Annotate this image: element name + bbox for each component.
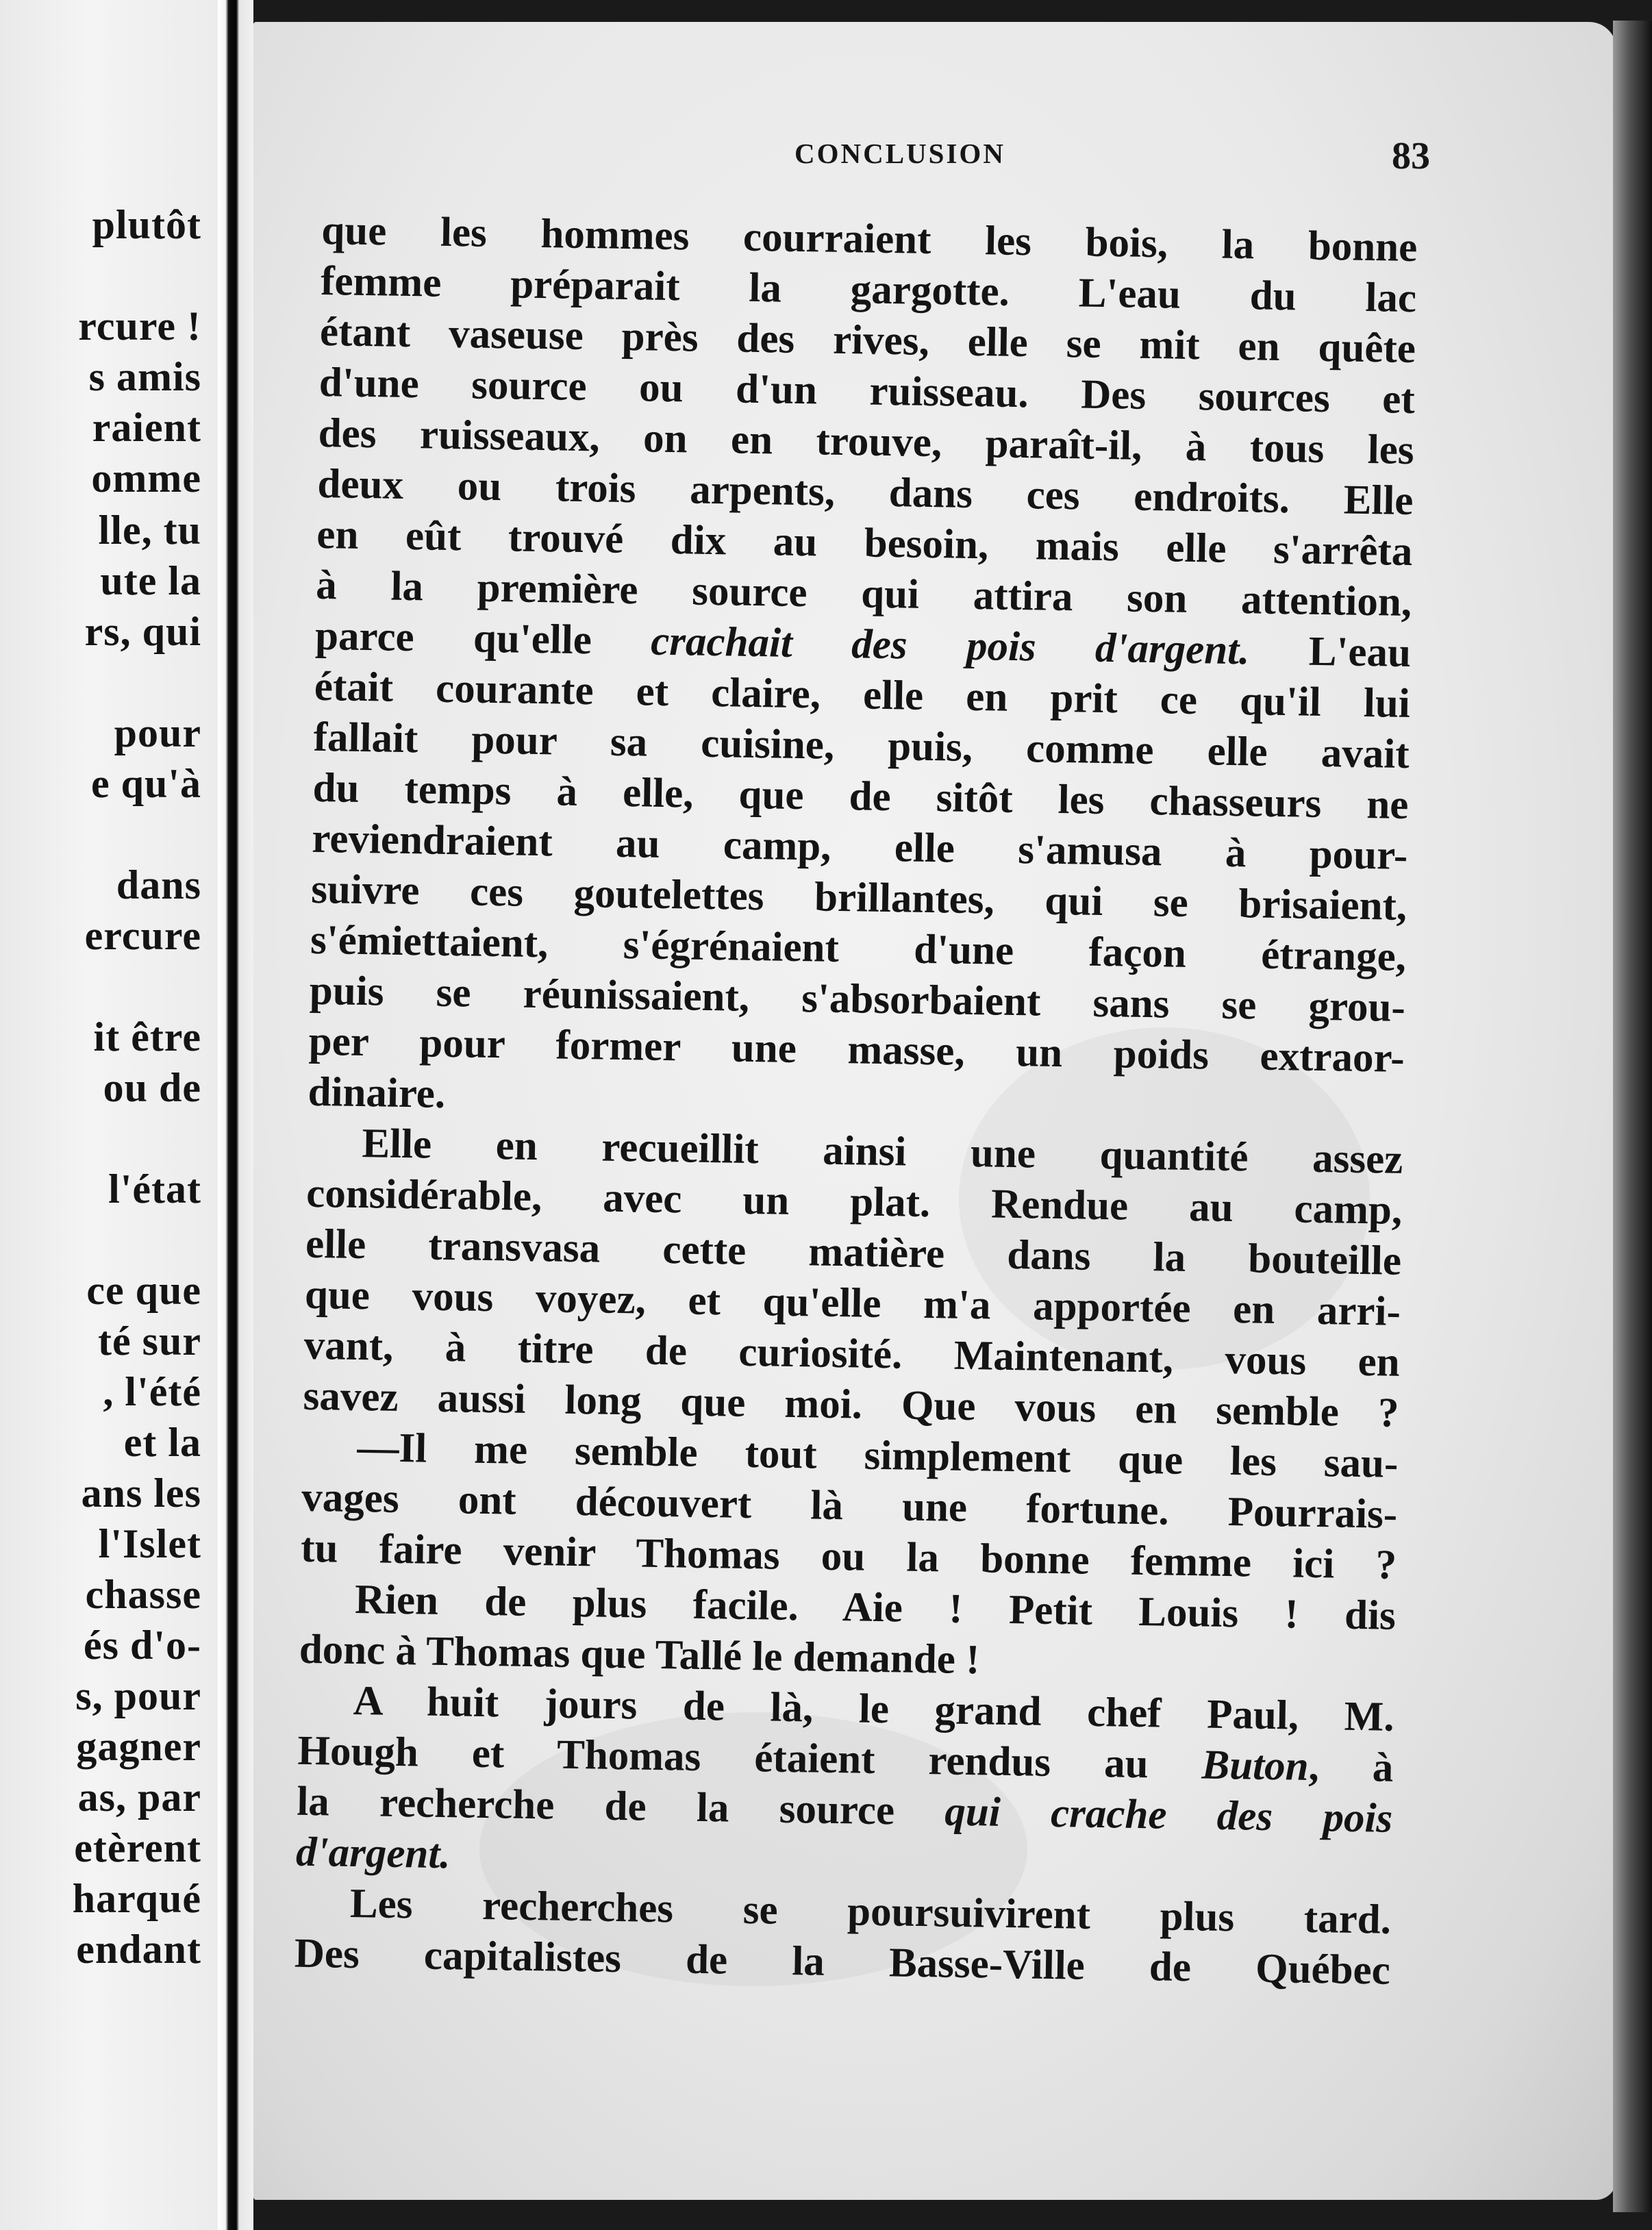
left-page-line: s, pour <box>75 1673 201 1718</box>
left-page-line: raient <box>92 405 201 450</box>
text-line: deux ou trois arpents, dans ces endroits. Elle <box>317 460 1414 525</box>
left-page-line: s amis <box>88 354 201 399</box>
text-line: du temps à elle, que de sitôt les chasseurs ne <box>312 764 1409 829</box>
left-page-text <box>0 0 218 2230</box>
text-line: d'une source ou d'un ruisseau. Des sources et <box>318 359 1416 423</box>
text-segment: parce qu'elle <box>314 612 651 664</box>
left-page-line: ans les <box>81 1470 201 1516</box>
text-line: A huit jours de là, le grand chef Paul, M. <box>353 1677 1395 1740</box>
text-line: considérable, avec un plat. Rendue au camp, <box>305 1170 1403 1233</box>
left-page-line: l'Islet <box>98 1521 201 1566</box>
text-line: des ruisseaux, on en trouve, paraît-il, à tous les <box>318 410 1415 474</box>
text-line: fallait pour sa cuisine, puis, comme elle avait <box>313 714 1410 778</box>
text-line: per pour former une masse, un poids extraor- <box>308 1018 1405 1081</box>
left-page-line: omme <box>91 455 201 501</box>
text-line: tu faire venir Thomas ou la bonne femme ici ? <box>300 1525 1397 1588</box>
left-page-line: l'état <box>108 1166 201 1212</box>
text-line: femme préparait la gargotte. L'eau du lac <box>320 258 1417 322</box>
text-line: s'émiettaient, s'égrénaient d'une façon étrange, <box>310 916 1407 980</box>
text-line: reviendraient au camp, elle s'amusa à pour- <box>311 815 1408 879</box>
text-line: Elle en recueillit ainsi une quantité assez <box>361 1120 1403 1183</box>
left-page-line: , l'été <box>103 1369 201 1414</box>
left-page-line: it être <box>93 1014 201 1060</box>
text-line: donc à Thomas que Tallé le demande ! <box>299 1626 980 1683</box>
left-page-line: endant <box>76 1927 201 1972</box>
page-number: 83 <box>1392 135 1430 177</box>
left-page-line: gagner <box>76 1724 201 1769</box>
left-page-line: ercure <box>84 913 201 958</box>
text-line: étant vaseuse près des rives, elle se mit en quête <box>319 308 1416 373</box>
left-page-line: rs, qui <box>84 609 201 654</box>
text-line: à la première source qui attira son attention, <box>315 562 1412 626</box>
left-page-line: plutôt <box>92 202 201 247</box>
text-line: vages ont découvert là une fortune. Pourrais- <box>301 1474 1398 1538</box>
left-page-line: rcure ! <box>78 303 201 349</box>
left-page-line: harqué <box>72 1876 201 1921</box>
book-gutter <box>218 0 253 2230</box>
left-page-line: et la <box>123 1420 201 1465</box>
left-page-line: té sur <box>98 1318 201 1364</box>
text-line: Rien de plus facile. Aie ! Petit Louis ! dis <box>354 1577 1397 1639</box>
left-page-line: chasse <box>85 1572 201 1617</box>
text-line: que les hommes courraient les bois, la bonne <box>321 207 1418 271</box>
text-segment: , à <box>1308 1743 1394 1791</box>
left-page-line: e qu'à <box>90 761 201 806</box>
text-line: vant, à titre de curiosité. Maintenant, vous en <box>303 1322 1401 1386</box>
text-line: que vous voyez, et qu'elle m'a apportée en arri- <box>304 1271 1401 1335</box>
text-segment: la recherche de la source <box>296 1778 945 1835</box>
text-line: puis se réunissaient, s'absorbaient sans se grou- <box>309 967 1406 1031</box>
left-page-line: as, par <box>77 1775 201 1820</box>
text-line: en eût trouvé dix au besoin, mais elle s'arrêta <box>316 511 1413 575</box>
body-text <box>294 205 1417 1996</box>
left-page-line: lle, tu <box>98 508 201 553</box>
running-head: CONCLUSION <box>794 138 1005 169</box>
text-line: Les recherches se poursuivirent plus tard. <box>349 1880 1392 1943</box>
left-page-line: ute la <box>100 558 201 603</box>
left-page-line: és d'o- <box>84 1623 201 1668</box>
text-segment: L'eau <box>1249 627 1412 677</box>
text-segment: Hough et Thomas étaient rendus au <box>297 1727 1203 1788</box>
left-page-line: dans <box>116 862 201 907</box>
text-line: —Il me semble tout simplement que les sau- <box>356 1425 1399 1487</box>
italic-text: crachait des pois d'argent. <box>650 618 1250 674</box>
page-edge-shadow <box>1613 21 1652 2212</box>
text-line: savez aussi long que moi. Que vous en semble ? <box>303 1373 1400 1436</box>
left-page-line: pour <box>114 710 201 755</box>
text-line: Des capitalistes de la Basse-Ville de Québec <box>294 1930 1391 1994</box>
left-page-line: etèrent <box>74 1825 201 1870</box>
italic-text: qui crache des pois <box>944 1788 1393 1842</box>
italic-text: Buton <box>1201 1742 1310 1790</box>
text-line: était courante et claire, elle en prit ce qu'il lui <box>314 663 1411 727</box>
left-page-line: ou de <box>103 1065 201 1110</box>
text-line: elle transvasa cette matière dans la bouteille <box>305 1220 1402 1284</box>
italic-text-line: d'argent. <box>295 1829 451 1878</box>
text-line: suivre ces goutelettes brillantes, qui se brisaient, <box>310 866 1407 930</box>
left-page-line: ce que <box>86 1268 201 1313</box>
text-line: dinaire. <box>308 1068 446 1117</box>
